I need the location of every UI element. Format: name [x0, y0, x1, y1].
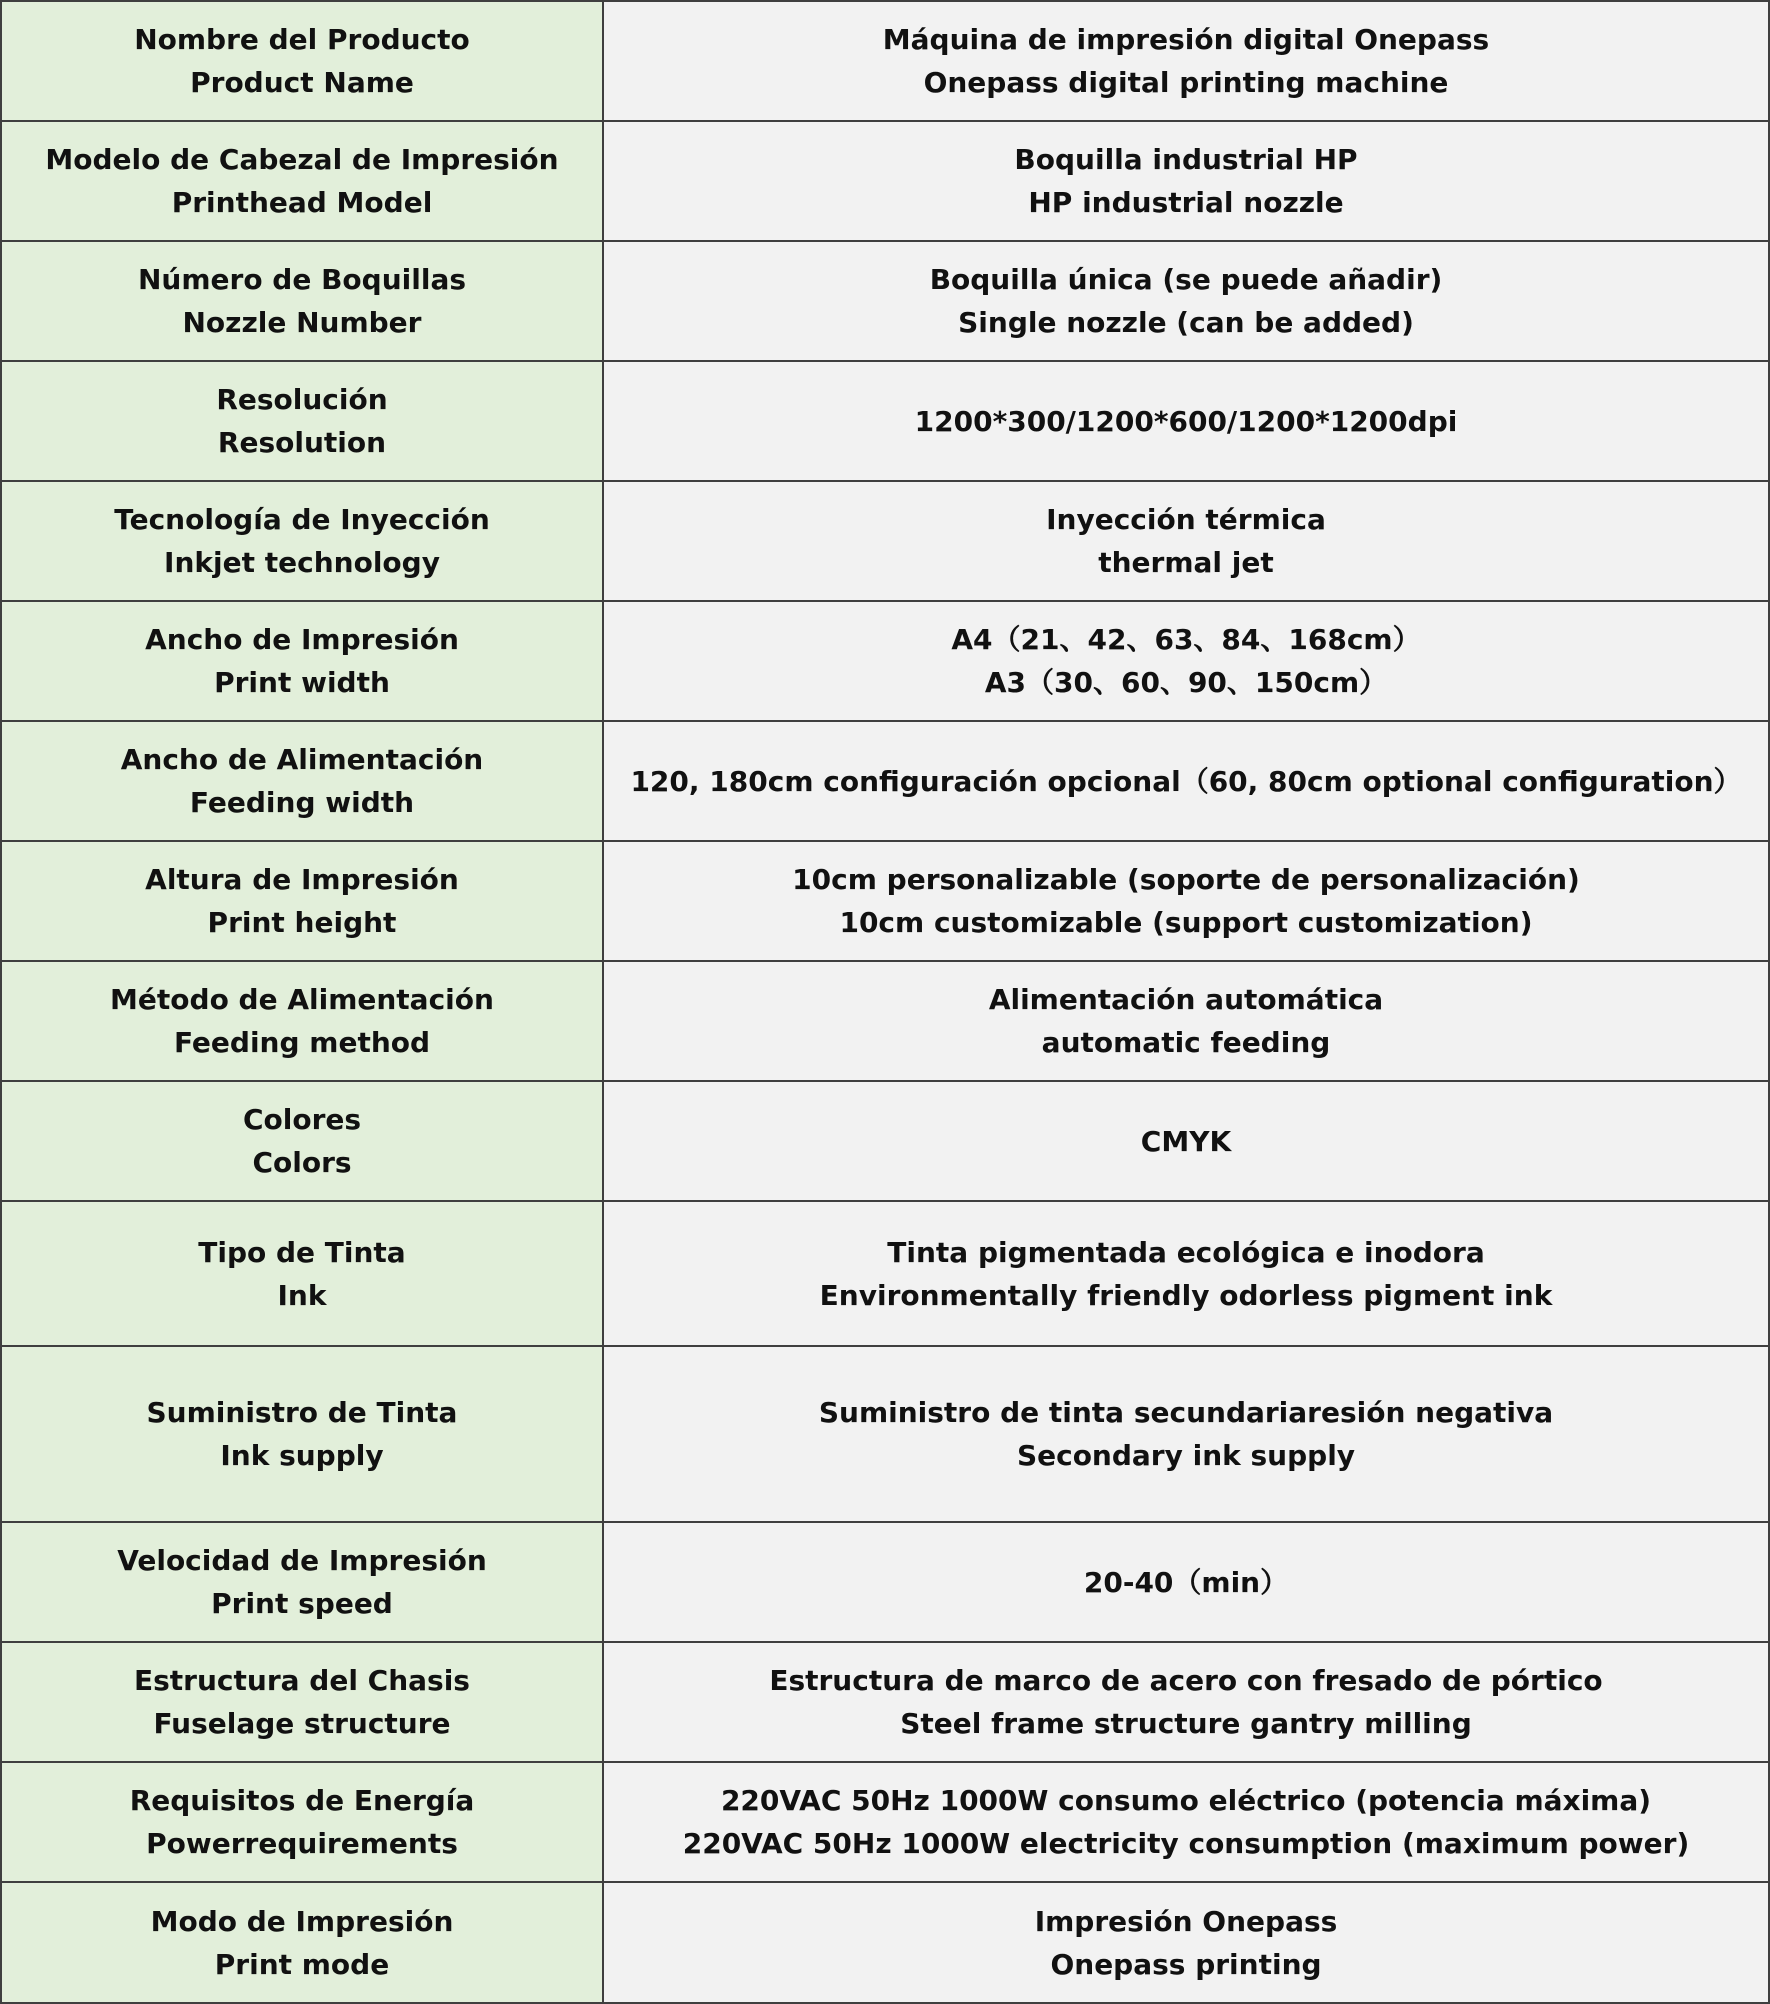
spec-value-english: thermal jet	[1098, 546, 1274, 579]
spec-value-cell	[603, 1522, 1769, 1642]
spec-value-cell	[603, 1346, 1769, 1522]
spec-row	[1, 841, 1769, 961]
spec-label-english: Print speed	[211, 1587, 393, 1620]
spec-value-spanish: A4（21、42、63、84、168cm）	[951, 623, 1421, 656]
spec-label-spanish: Ancho de Alimentación	[120, 743, 484, 776]
spec-value-cell	[603, 601, 1769, 721]
spec-value-cell	[603, 721, 1769, 841]
spec-value-cell	[603, 1081, 1769, 1201]
spec-label-cell	[1, 1882, 603, 2003]
spec-value-english: Steel frame structure gantry milling	[900, 1707, 1472, 1740]
spec-value-spanish: Inyección térmica	[1046, 503, 1326, 536]
spec-row	[1, 481, 1769, 601]
spec-label-cell	[1, 1201, 603, 1346]
spec-value-spanish: Boquilla industrial HP	[1014, 143, 1358, 176]
spec-value-spanish: Máquina de impresión digital Onepass	[882, 23, 1490, 56]
spec-label-spanish: Modo de Impresión	[150, 1904, 454, 1938]
spec-value-spanish: 1200*300/1200*600/1200*1200dpi	[914, 404, 1458, 438]
spec-value-cell	[603, 1201, 1769, 1346]
spec-label-spanish: Nombre del Producto	[134, 23, 470, 56]
spec-label-cell	[1, 1522, 603, 1642]
spec-row	[1, 241, 1769, 361]
spec-label-english: Feeding width	[189, 786, 415, 819]
spec-label-english: Inkjet technology	[164, 546, 440, 579]
spec-value-spanish: Estructura de marco de acero con fresado de pórtico	[769, 1664, 1603, 1697]
spec-label-english: Powerrequirements	[146, 1827, 458, 1860]
spec-label-spanish: Velocidad de Impresión	[117, 1544, 487, 1577]
spec-label-english: Print mode	[214, 1947, 390, 1981]
spec-row	[1, 1522, 1769, 1642]
spec-row	[1, 1762, 1769, 1882]
spec-label-cell	[1, 1, 603, 121]
spec-value-cell	[603, 361, 1769, 481]
spec-label-spanish: Tecnología de Inyección	[114, 503, 490, 536]
spec-label-spanish: Resolución	[216, 383, 388, 416]
spec-label-spanish: Ancho de Impresión	[145, 623, 459, 656]
spec-label-cell	[1, 481, 603, 601]
spec-row	[1, 1882, 1769, 2003]
spec-value-cell	[603, 241, 1769, 361]
spec-label-spanish: Método de Alimentación	[110, 983, 494, 1016]
spec-value-english: 10cm customizable (support customization)	[839, 906, 1533, 939]
spec-value-cell	[603, 1, 1769, 121]
spec-label-cell	[1, 241, 603, 361]
spec-row	[1, 121, 1769, 241]
spec-value-spanish: Boquilla única (se puede añadir)	[929, 263, 1443, 296]
spec-label-cell	[1, 1762, 603, 1882]
spec-value-english: Single nozzle (can be added)	[958, 306, 1414, 339]
spec-value-cell	[603, 121, 1769, 241]
spec-label-english: Printhead Model	[171, 186, 433, 219]
spec-value-english: 220VAC 50Hz 1000W electricity consumption (maximum power)	[682, 1827, 1690, 1860]
spec-value-cell	[603, 961, 1769, 1081]
spec-value-english: HP industrial nozzle	[1028, 186, 1344, 219]
spec-value-english: Secondary ink supply	[1016, 1439, 1356, 1472]
spec-value-spanish: Suministro de tinta secundariaresión negativa	[818, 1396, 1554, 1429]
spec-value-english: Onepass digital printing machine	[923, 66, 1449, 99]
spec-value-spanish: CMYK	[1140, 1124, 1232, 1158]
spec-label-spanish: Suministro de Tinta	[146, 1396, 458, 1429]
spec-label-cell	[1, 721, 603, 841]
spec-value-spanish: Impresión Onepass	[1034, 1904, 1338, 1938]
spec-value-cell	[603, 1882, 1769, 2003]
spec-table-body	[1, 1, 1769, 2003]
spec-value-spanish: Alimentación automática	[988, 983, 1384, 1016]
spec-row	[1, 1, 1769, 121]
spec-label-cell	[1, 841, 603, 961]
spec-row	[1, 361, 1769, 481]
spec-value-cell	[603, 481, 1769, 601]
spec-label-english: Ink supply	[220, 1439, 384, 1472]
spec-label-cell	[1, 1642, 603, 1762]
spec-value-spanish: 20-40（min）	[1083, 1565, 1289, 1599]
spec-value-english: Environmentally friendly odorless pigment ink	[819, 1278, 1553, 1312]
spec-label-cell	[1, 1081, 603, 1201]
spec-label-cell	[1, 601, 603, 721]
spec-value-english: A3（30、60、90、150cm）	[984, 666, 1388, 699]
spec-label-spanish: Número de Boquillas	[137, 263, 466, 296]
spec-value-spanish: 120, 180cm configuración opcional（60, 80cm optional configuration）	[630, 764, 1742, 798]
spec-value-english: automatic feeding	[1041, 1026, 1331, 1059]
spec-row	[1, 1081, 1769, 1201]
spec-label-english: Nozzle Number	[182, 306, 422, 339]
spec-label-cell	[1, 121, 603, 241]
spec-value-spanish: 10cm personalizable (soporte de personalización)	[792, 863, 1580, 896]
spec-label-english: Feeding method	[173, 1026, 431, 1059]
spec-value-cell	[603, 1762, 1769, 1882]
spec-label-spanish: Tipo de Tinta	[198, 1235, 406, 1269]
spec-row	[1, 1642, 1769, 1762]
spec-row	[1, 1201, 1769, 1346]
spec-label-english: Print height	[207, 906, 397, 939]
spec-value-cell	[603, 1642, 1769, 1762]
spec-value-spanish: Tinta pigmentada ecológica e inodora	[887, 1235, 1485, 1269]
spec-label-cell	[1, 361, 603, 481]
spec-value-spanish: 220VAC 50Hz 1000W consumo eléctrico (potencia máxima)	[720, 1784, 1652, 1817]
spec-label-english: Fuselage structure	[153, 1707, 451, 1740]
spec-value-english: Onepass printing	[1050, 1947, 1322, 1981]
spec-row	[1, 601, 1769, 721]
spec-value-cell	[603, 841, 1769, 961]
spec-row	[1, 1346, 1769, 1522]
spec-label-spanish: Colores	[242, 1103, 362, 1136]
spec-row	[1, 721, 1769, 841]
spec-label-cell	[1, 961, 603, 1081]
spec-label-english: Ink	[277, 1278, 327, 1312]
spec-label-spanish: Estructura del Chasis	[134, 1664, 470, 1697]
spec-label-english: Print width	[214, 666, 390, 699]
spec-label-spanish: Modelo de Cabezal de Impresión	[45, 143, 559, 176]
spec-row	[1, 961, 1769, 1081]
spec-label-english: Resolution	[217, 426, 387, 459]
spec-label-english: Product Name	[190, 66, 414, 99]
spec-label-spanish: Altura de Impresión	[145, 863, 459, 896]
spec-label-cell	[1, 1346, 603, 1522]
spec-label-english: Colors	[252, 1146, 352, 1179]
spec-label-spanish: Requisitos de Energía	[129, 1784, 475, 1817]
